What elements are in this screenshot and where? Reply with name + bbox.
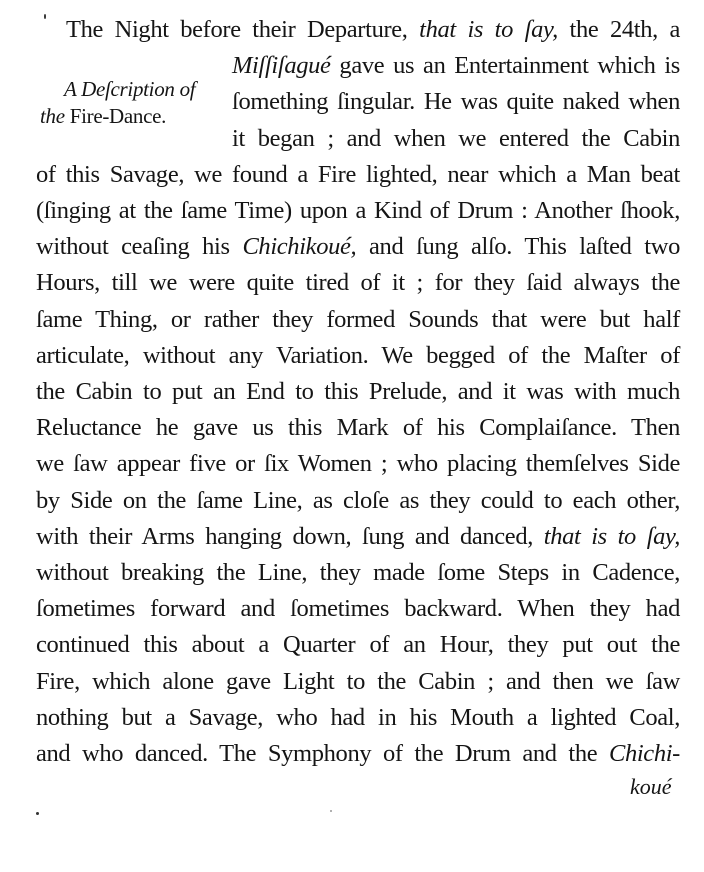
ink-speck bbox=[44, 14, 46, 19]
text-line: without breaking the Line, they made ſome Steps in Cadence, bbox=[36, 559, 680, 586]
text-line: ſometimes forward and ſometimes backward. When they had bbox=[36, 595, 680, 623]
margin-note-italic: the bbox=[40, 104, 65, 128]
text-line: by Side on the ſame Line, as cloſe as they could to each other, bbox=[36, 486, 680, 514]
text-line: it began ; and when we entered the Cabin bbox=[232, 124, 680, 152]
catchword: koué bbox=[630, 774, 672, 800]
text-line: nothing but a Savage, who had in his Mouth a lighted Coal, bbox=[36, 703, 680, 731]
margin-note-line-2 bbox=[40, 103, 166, 129]
ink-speck bbox=[36, 812, 39, 815]
text-line: Fire, which alone gave Light to the Cabin ; and then we ſaw bbox=[36, 667, 680, 695]
ink-speck bbox=[330, 810, 332, 812]
text-line: of this Savage, we found a Fire lighted, near which a Man beat bbox=[36, 160, 680, 188]
text-line: we ſaw appear five or ſix Women ; who placing themſelves Side bbox=[36, 450, 680, 478]
text-line: without ceaſing his Chichikoué, and ſung alſo. This laſted two bbox=[36, 233, 680, 261]
margin-note-text: Fire-Dance. bbox=[64, 104, 167, 128]
text-line: with their Arms hanging down, ſung and danced, that is to ſay, bbox=[36, 522, 681, 550]
text-line: Hours, till we were quite tired of it ; for they ſaid always the bbox=[36, 269, 680, 297]
text-line: continued this about a Quarter of an Hour, they put out the bbox=[36, 631, 680, 659]
text-line: ſame Thing, or rather they formed Sounds that were but half bbox=[36, 305, 680, 333]
margin-note-line-1: A Deſcription of bbox=[64, 77, 196, 101]
text-line: Miſſiſagué gave us an Entertainment which is bbox=[232, 52, 680, 80]
text-line: and who danced. The Symphony of the Drum and the Chichi- bbox=[36, 740, 680, 767]
text-line: the Cabin to put an End to this Prelude, and it was with much bbox=[36, 378, 680, 405]
text-line: articulate, without any Variation. We begged of the Maſter of bbox=[36, 341, 680, 369]
text-line: (ſinging at the ſame Time) upon a Kind of Drum : Another ſhook, bbox=[36, 197, 680, 224]
text-line: The Night before their Departure, that is to ſay, the 24th, a bbox=[66, 16, 680, 43]
text-line: ſomething ſingular. He was quite naked when bbox=[232, 88, 680, 116]
text-line: Reluctance he gave us this Mark of his Complaiſance. Then bbox=[36, 414, 680, 442]
